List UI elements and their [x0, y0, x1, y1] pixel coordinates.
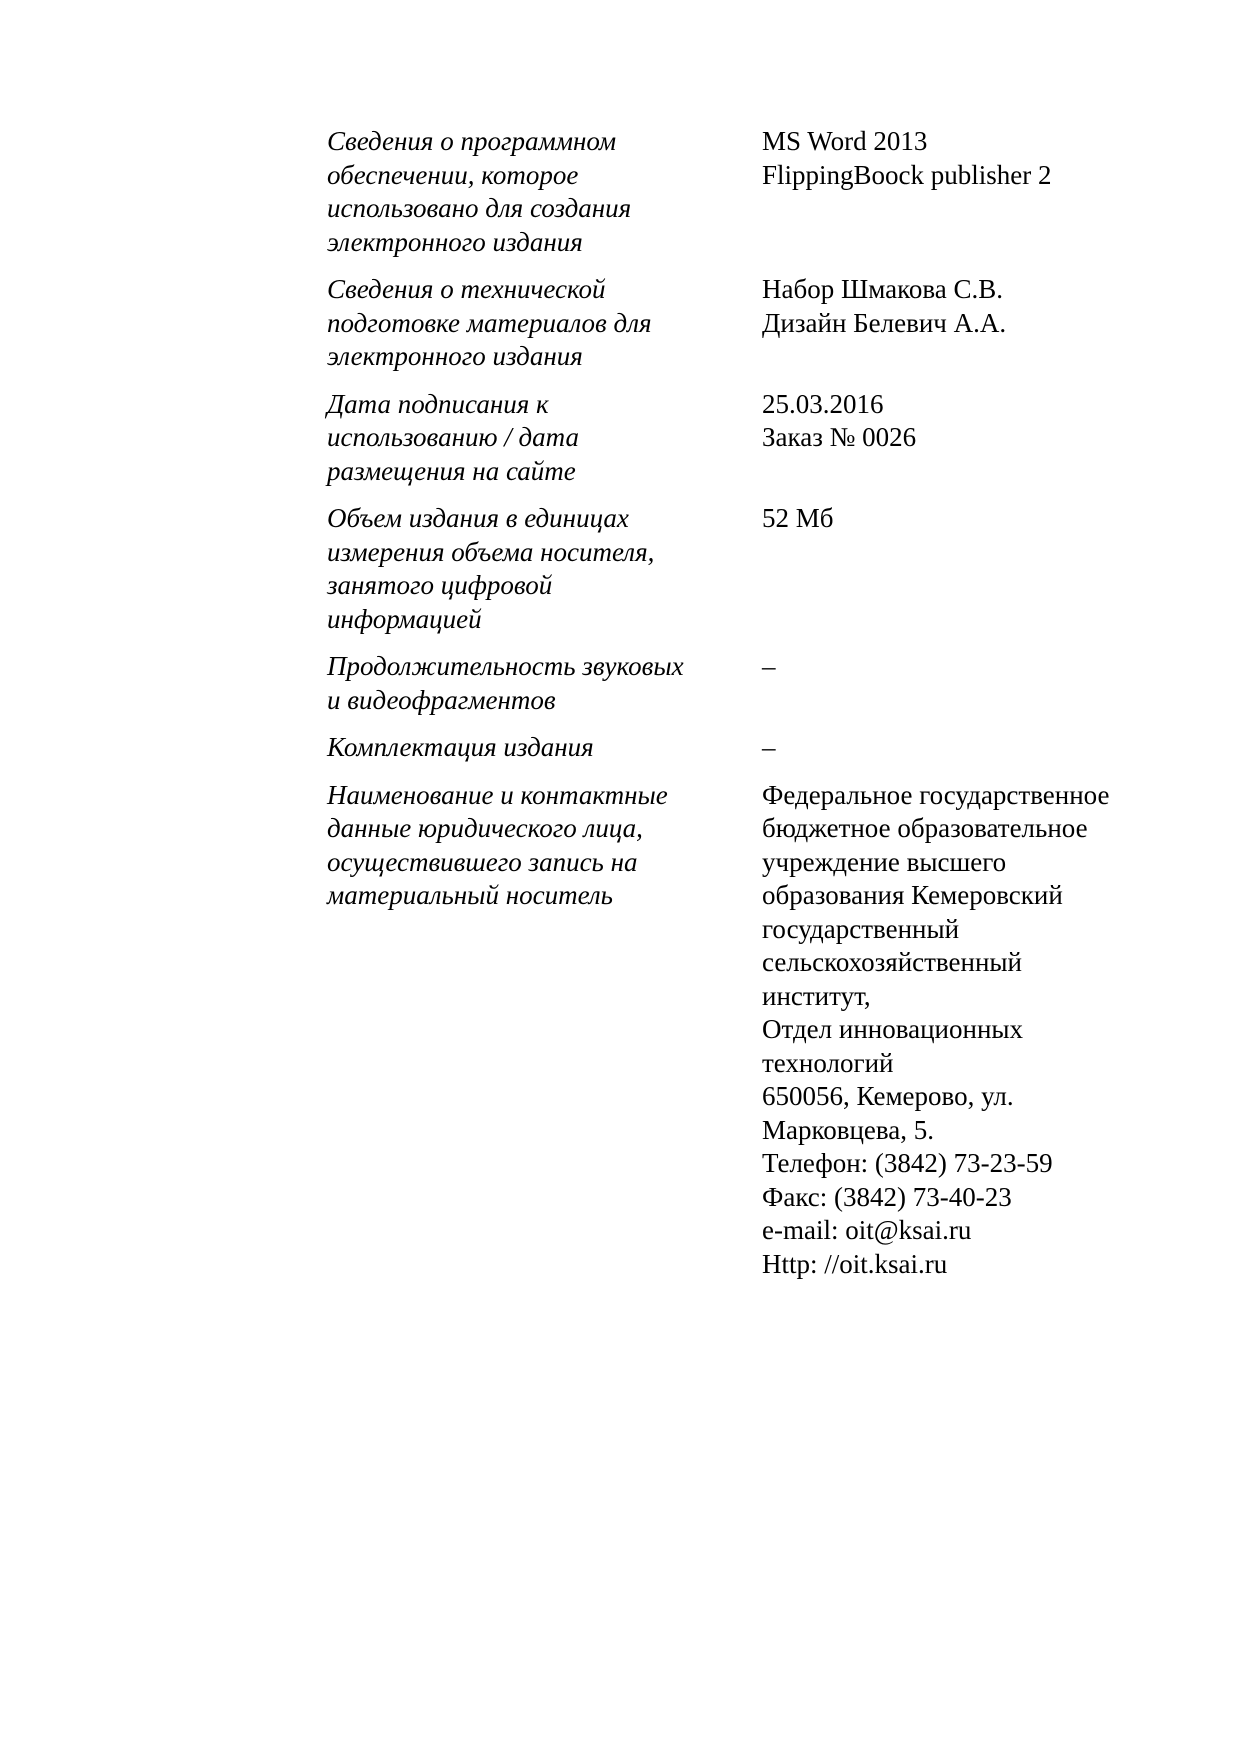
info-row-package [327, 731, 1157, 765]
label-line: обеспечении, которое [327, 159, 579, 190]
label-line: использованию / дата [327, 422, 580, 452]
value-line: 650056, Кемерово, ул. [762, 1081, 1014, 1111]
label-line: данные юридического лица, [327, 813, 643, 843]
value-line: Телефон: (3842) 73-23-59 [762, 1148, 1053, 1178]
info-row-signing-date [327, 388, 1157, 489]
value-line: – [762, 732, 776, 762]
label-line: материальный носитель [327, 880, 613, 910]
row-label [327, 502, 762, 636]
row-value [762, 273, 1157, 374]
label-line: Наименование и контактные [327, 779, 668, 810]
row-label [327, 125, 762, 259]
info-row-technical-preparation [327, 273, 1157, 374]
label-line: Объем издания в единицах [327, 503, 629, 533]
value-line: сельскохозяйственный [762, 947, 1022, 977]
value-line: Факс: (3842) 73-40-23 [762, 1181, 1012, 1212]
value-line: – [762, 651, 776, 681]
value-line: Федеральное государственное [762, 779, 1110, 810]
row-value [762, 502, 1157, 636]
row-value [762, 125, 1157, 259]
row-label [327, 779, 762, 1282]
row-label [327, 650, 762, 717]
label-line: занятого цифровой [327, 570, 553, 600]
value-line: Дизайн Белевич А.А. [762, 307, 1007, 338]
value-line: учреждение высшего [762, 846, 1007, 877]
value-line: государственный [762, 913, 960, 944]
info-row-legal-entity [327, 779, 1157, 1282]
label-line: электронного издания [327, 341, 583, 371]
row-value [762, 779, 1157, 1282]
value-line: бюджетное образовательное [762, 813, 1088, 843]
label-line: Продолжительность звуковых [327, 651, 684, 681]
value-line: Заказ № 0026 [762, 422, 917, 452]
value-line: образования Кемеровский [762, 880, 1063, 910]
value-line: FlippingBoock publisher 2 [762, 159, 1052, 190]
value-line: e-mail: oit@ksai.ru [762, 1215, 972, 1245]
value-line: Набор Шмакова С.В. [762, 274, 1003, 304]
value-line: Отдел инновационных [762, 1014, 1024, 1044]
label-line: использовано для создания [327, 193, 632, 223]
label-line: Комплектация издания [327, 732, 594, 762]
label-line: электронного издания [327, 226, 583, 257]
label-line: Дата подписания к [327, 388, 549, 419]
value-line: 25.03.2016 [762, 388, 884, 419]
label-line: информацией [327, 603, 482, 634]
label-line: Сведения о технической [327, 274, 606, 304]
value-line: институт, [762, 980, 871, 1011]
value-line: 52 Мб [762, 503, 834, 533]
info-row-duration [327, 650, 1157, 717]
row-value [762, 731, 1157, 765]
value-line: технологий [762, 1047, 894, 1078]
row-label [327, 731, 762, 765]
row-label [327, 273, 762, 374]
row-value [762, 650, 1157, 717]
value-line: Http: //oit.ksai.ru [762, 1248, 948, 1279]
label-line: осуществившего запись на [327, 846, 638, 877]
publication-info-table [327, 125, 1157, 1295]
label-line: и видеофрагментов [327, 684, 556, 715]
info-row-volume [327, 502, 1157, 636]
label-line: размещения на сайте [327, 455, 576, 486]
row-value [762, 388, 1157, 489]
value-line: Марковцева, 5. [762, 1114, 935, 1145]
info-row-software [327, 125, 1157, 259]
label-line: Сведения о программном [327, 126, 617, 156]
label-line: подготовке материалов для [327, 307, 652, 338]
row-label [327, 388, 762, 489]
label-line: измерения объема носителя, [327, 536, 655, 567]
value-line: MS Word 2013 [762, 126, 928, 156]
